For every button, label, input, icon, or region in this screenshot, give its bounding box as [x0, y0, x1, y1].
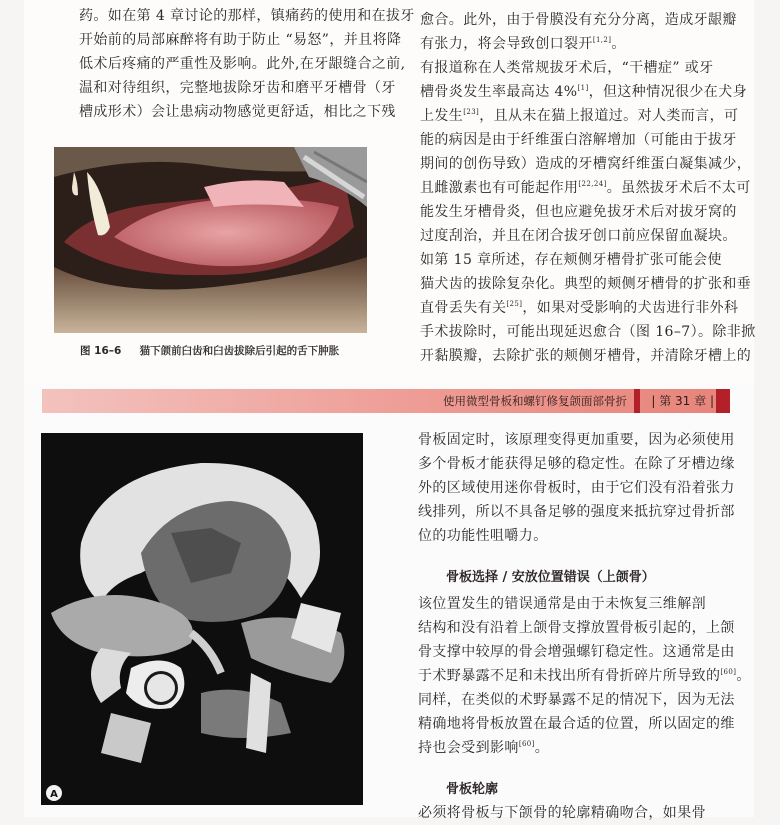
text-line: 温和对待组织，完整地拔除牙齿和磨平牙槽骨（牙 [79, 80, 396, 96]
text-line-tail: 。虽然拔牙术后不太可 [606, 180, 751, 196]
text-line-content: 上发生 [420, 108, 464, 124]
text-line-content: 于术野暴露不足和未找出所有骨折碎片所导致的 [418, 668, 721, 684]
citation-superscript: [22,24] [578, 180, 607, 188]
text-line [420, 200, 756, 224]
text-line-content: 且雌激素也有可能起作用 [420, 180, 579, 196]
text-line [420, 8, 756, 32]
text-line [420, 176, 756, 200]
text-line-tail: 。 [736, 668, 751, 684]
text-line-content: 如第 15 章所述，存在颊侧牙槽骨扩张可能会使 [420, 252, 722, 268]
text-line-content: 直骨丢失有关 [420, 300, 507, 316]
section-plate-selection-body [418, 592, 751, 760]
chapter-label: | 第 31 章 | [651, 394, 714, 408]
text-line [420, 296, 756, 320]
citation-superscript: [60] [720, 668, 737, 676]
text-line: 开始前的局部麻醉将有助于防止 “易怒”，并且将降 [79, 32, 402, 48]
text-line-content: 槽骨炎发生率最高达 4% [420, 84, 578, 100]
right-column-text [420, 8, 756, 368]
text-line-content: 有报道称在人类常规拔牙术后，“干槽症” 或牙 [420, 60, 714, 76]
text-line [418, 712, 751, 736]
text-line-tail: ，但这种情况很少在犬身 [588, 84, 747, 100]
text-line [418, 476, 735, 500]
text-line-tail: ，如果对受影响的犬齿进行非外科 [522, 300, 739, 316]
text-line-tail: 。 [611, 36, 626, 52]
text-line-tail: 。 [534, 740, 550, 756]
text-line-content: 期间的创伤导致）造成的牙槽窝纤维蛋白凝集减少， [420, 156, 752, 172]
section-heading-plate-contour: 骨板轮廓 [446, 782, 499, 797]
figure-caption [80, 343, 339, 358]
text-line [420, 56, 756, 80]
text-line [418, 524, 735, 548]
text-line [418, 801, 706, 825]
text-line [420, 32, 756, 56]
text-line: 药。如在第 4 章讨论的那样，镇痛药的使用和在拔牙 [79, 8, 415, 24]
text-line-content: 该位置发生的错误通常是由于未恢复三维解剖 [418, 596, 706, 612]
text-line-tail: ，且从未在猫上报道过。对人类而言，可 [479, 108, 739, 124]
left-column-text [79, 4, 415, 124]
citation-superscript: [1,2] [592, 36, 612, 44]
text-line-content: 骨板固定时，该原理变得更加重要，因为必须使用 [418, 432, 735, 448]
text-line-content: 愈合。此外，由于骨膜没有充分分离，造成牙龈瓣 [420, 12, 737, 28]
text-line-content: 手术拔除时，可能出现延迟愈合（图 16–7）。除非掀 [420, 324, 756, 340]
text-line [418, 616, 751, 640]
citation-superscript: [25] [506, 300, 523, 308]
text-line [420, 344, 756, 368]
text-line-content: 持也会受到影响 [418, 740, 519, 756]
text-line [418, 640, 751, 664]
running-header [42, 389, 730, 413]
text-line [420, 80, 756, 104]
text-line-content: 位的功能性咀嚼力。 [418, 528, 548, 544]
text-line [420, 248, 756, 272]
bottom-right-column [418, 428, 735, 548]
text-line-content: 骨支撑中较厚的骨会增强螺钉稳定性。这通常是由 [418, 644, 735, 660]
section-heading-plate-selection: 骨板选择 / 安放位置错误（上颌骨） [446, 570, 655, 585]
text-line-content: 过度刮治，并且在闭合拔牙创口前应保留血凝块。 [420, 228, 737, 244]
text-line [420, 320, 756, 344]
text-line-content: 必须将骨板与下颌骨的轮廓精确吻合，如果骨 [418, 805, 706, 821]
ct-scan-figure [41, 433, 363, 805]
citation-superscript: [23] [463, 108, 480, 116]
text-line [418, 664, 751, 688]
text-line-content: 多个骨板才能获得足够的稳定性。在除了牙槽边缘 [418, 456, 735, 472]
text-line [420, 152, 756, 176]
header-end-tab [716, 389, 730, 413]
text-line-content: 能的病因是由于纤维蛋白溶解增加（可能由于拔牙 [420, 132, 737, 148]
text-line [420, 104, 756, 128]
text-line-content: 结构和没有沿着上颌骨支撑放置骨板引起的，上颌 [418, 620, 735, 636]
text-line-content: 精确地将骨板放置在最合适的位置，所以固定的维 [418, 716, 735, 732]
text-line-content: 有张力，将会导致创口裂开 [420, 36, 593, 52]
text-line [420, 272, 756, 296]
text-line-content: 开黏膜瓣，去除扩张的颊侧牙槽骨，并清除牙槽上的 [420, 348, 752, 364]
citation-superscript: [60] [518, 740, 535, 748]
figure-caption-text: 猫下颌前臼齿和臼齿拔除后引起的舌下肿胀 [139, 345, 340, 357]
figure-16-6-photo [54, 147, 367, 333]
text-line-content: 能发生牙槽骨炎，但也应避免拔牙术后对拔牙窝的 [420, 204, 737, 220]
text-line-content: 线排列，所以不具备足够的强度来抵抗穿过骨折部 [418, 504, 735, 520]
text-line [420, 128, 756, 152]
text-line-content: 猫犬齿的拔除复杂化。典型的颊侧牙槽骨的扩张和垂 [420, 276, 752, 292]
text-line [418, 688, 751, 712]
figure-panel-label: A [50, 789, 58, 800]
text-line [420, 224, 756, 248]
text-line [418, 736, 751, 760]
text-line [418, 428, 735, 452]
running-header-title: 使用微型骨板和螺钉修复颌面部骨折 [443, 394, 627, 408]
section-plate-contour-body [418, 801, 706, 825]
text-line: 低术后疼痛的严重性及影响。此外,在牙龈缝合之前, [79, 56, 406, 72]
text-line [418, 500, 735, 524]
citation-superscript: [1] [577, 84, 589, 92]
figure-caption-label: 图 16–6 [80, 345, 122, 357]
text-line-content: 同样，在类似的术野暴露不足的情况下，因为无法 [418, 692, 735, 708]
text-line [418, 452, 735, 476]
text-line: 槽成形术）会让患病动物感觉更舒适，相比之下残 [79, 104, 396, 120]
text-line-content: 外的区域使用迷你骨板时，由于它们没有沿着张力 [418, 480, 735, 496]
text-line [418, 592, 751, 616]
header-divider [634, 389, 640, 413]
